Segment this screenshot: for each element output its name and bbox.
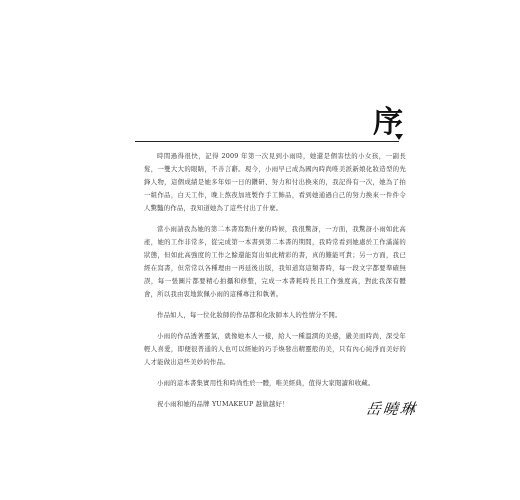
paragraph-2: 當小雨請我為她的第二本書寫點什麼的時候，我很驚訝，一方面，我驚訝小雨如此高產，她的工作非常多，從完成第一本書到第二本書的期間，我時常看到她處於工作滿滿的狀態，但如此高強度的工作之餘還能寫出如此精彩的書，真的難能可貴；另一方面，我已經在寫書，但常常以各種理由一再延後出版，我知道寫這類書時，每一段文字都要準確無誤，每一張圖片都要精心拍攝和修整，完成一本書耗時長且工作強度高，對此我深有體會，所以我由衷地欽佩小雨的這種專注和執著。 <box>144 225 406 298</box>
paragraph-6: 祝小雨和她的品牌 YUMAKEUP 越做越好！ <box>157 400 289 408</box>
page-title: 序 <box>373 105 403 140</box>
title-divider <box>135 141 399 142</box>
author-signature: 岳曉琳 <box>364 400 419 418</box>
preface-body <box>144 150 406 419</box>
paragraph-1: 時間過得很快，記得 2009 年第一次見到小雨時，她還是個害怯的小女孩，一副長髮，一雙大大的眼睛，不善言辭。現今，小雨早已成為國內時尚唯美派新娘化妝造型的先鋒人物，這個成績是她多年如一日的鑽研、努力和付出換來的，我記得有一次，她為了拍一組作品，白天工作，晚上熬夜加班製作手工飾品，看到她通過自己的努力換來一件件令人驚豔的作品，我知道她為了這些付出了什麼。 <box>144 152 406 212</box>
paragraph-3: 作品如人，每一位化妝師的作品都和化妝師本人的性情分不開。 <box>157 311 342 319</box>
title-marker-icon <box>395 134 403 140</box>
paragraph-5: 小雨的這本書集實用性和時尚性於一體，唯美經典，值得大家閱讀和收藏。 <box>157 379 375 387</box>
paragraph-4: 小雨的作品透著靈氣，就像她本人一樣，給人一種溫潤的美感，嚴美而時尚，深受年輕人喜愛，即便很普通的人也可以經她的巧手煥發出精靈般的美，只有內心純淨而美好的人才能做出這些美妙的作品。 <box>144 332 406 366</box>
